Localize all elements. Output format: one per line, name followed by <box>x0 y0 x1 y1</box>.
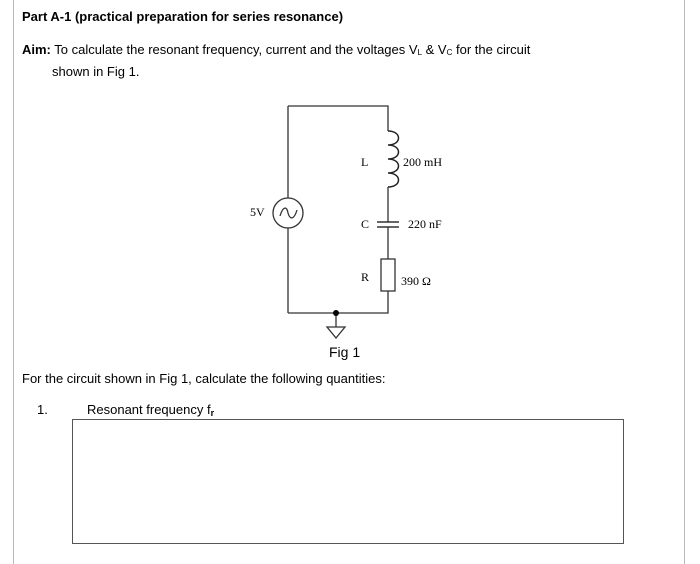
wire-bottom <box>288 291 388 313</box>
resistor-body <box>381 259 395 291</box>
item-label-text: Resonant frequency f <box>87 402 211 417</box>
question-text: For the circuit shown in Fig 1, calculate the following quantities: <box>22 371 386 386</box>
item-label <box>87 402 214 418</box>
answer-box[interactable] <box>72 419 624 544</box>
figure-caption: Fig 1 <box>329 344 361 360</box>
resistor-value: 390 Ω <box>401 274 431 288</box>
inductor-value: 200 mH <box>403 155 442 169</box>
ground-icon <box>327 327 345 338</box>
aim-label: Aim: <box>22 42 51 57</box>
capacitor-value: 220 nF <box>408 217 442 231</box>
ground-node <box>333 310 339 316</box>
inductor-label: L <box>361 155 369 169</box>
aim-sub-l: L <box>417 48 422 57</box>
aim-text-3: for the circuit <box>452 42 531 57</box>
aim-sub-c: C <box>446 48 453 57</box>
resistor-label: R <box>361 270 370 284</box>
aim-line-2: shown in Fig 1. <box>52 64 140 79</box>
aim-text-1: To calculate the resonant frequency, current and the voltages V <box>54 42 418 57</box>
source-label: 5V <box>250 205 265 219</box>
inductor-coil <box>388 131 399 187</box>
wire-top <box>288 106 388 131</box>
aim-text-2: & V <box>422 42 447 57</box>
capacitor-label: C <box>361 217 370 231</box>
item-label-sub: r <box>210 408 215 418</box>
item-number: 1. <box>37 402 48 417</box>
section-title: Part A-1 (practical preparation for series resonance) <box>22 9 344 24</box>
